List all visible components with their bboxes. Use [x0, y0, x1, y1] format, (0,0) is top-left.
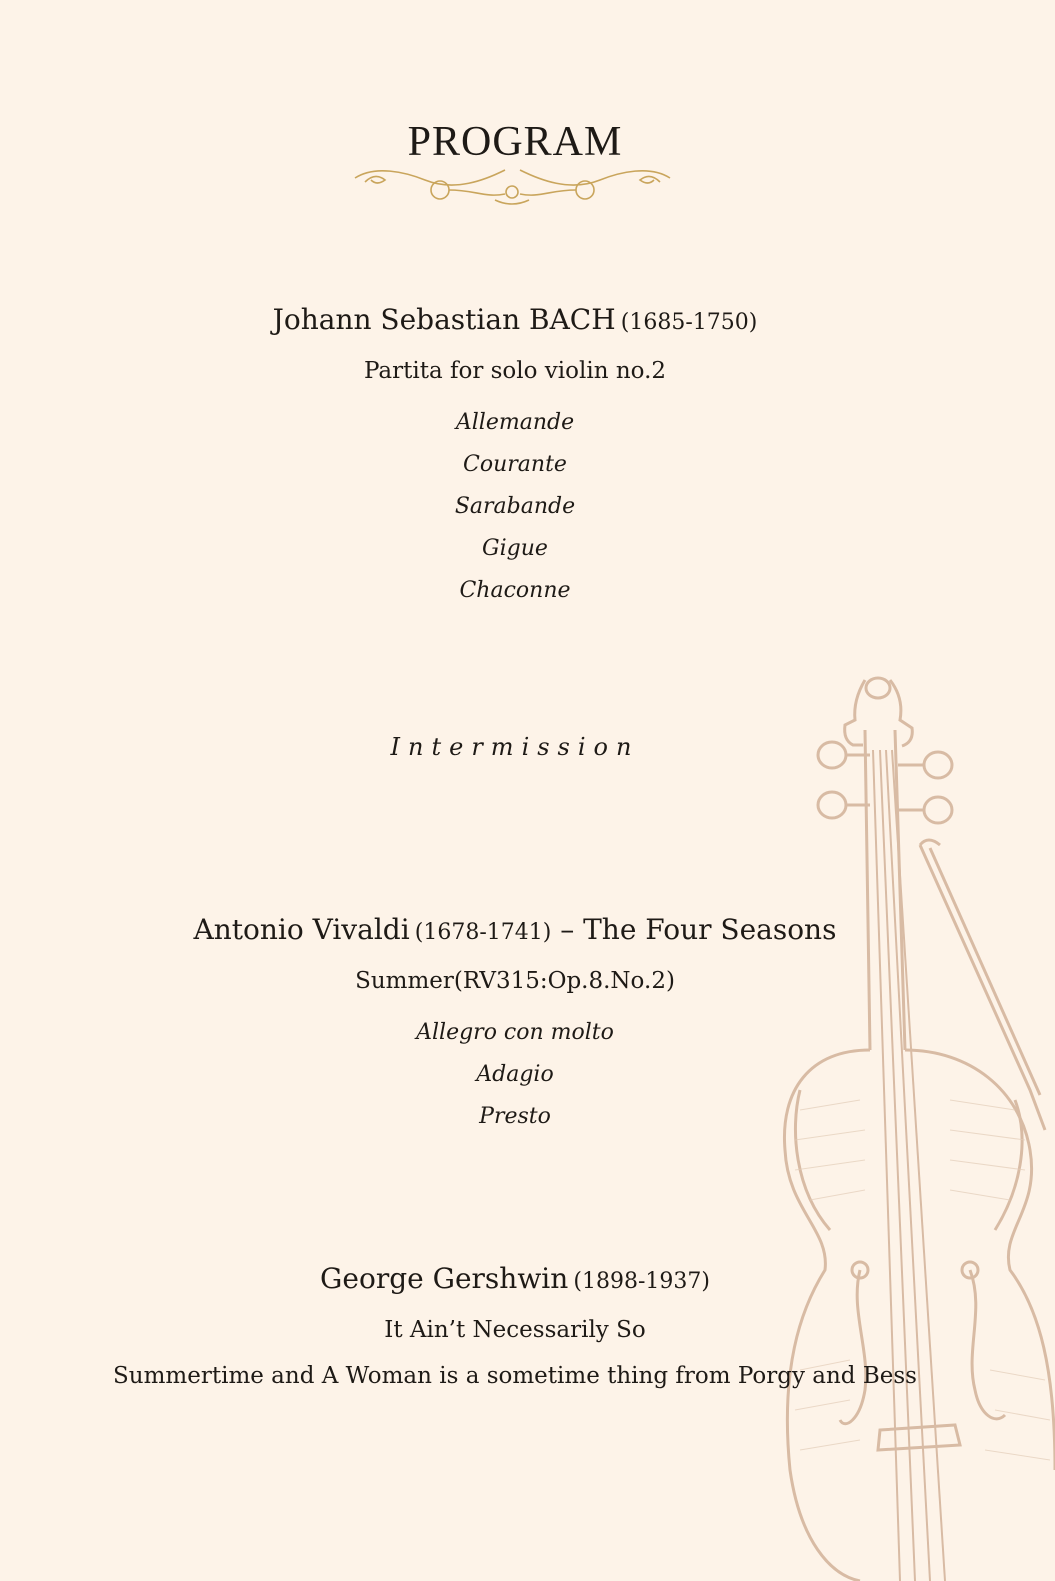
work-title: It Ain’t Necessarily So: [384, 1317, 646, 1343]
movement-item: Allegro con molto: [416, 1020, 614, 1045]
work-series: – The Four Seasons: [551, 913, 837, 946]
work-title: Partita for solo violin no.2: [363, 358, 667, 384]
movement-item: Chaconne: [459, 578, 571, 603]
movement-item: Sarabande: [454, 494, 576, 519]
movement-item: Adagio: [476, 1062, 554, 1087]
movement-item: Allemande: [455, 410, 575, 435]
intermission-label: Intermission: [390, 733, 640, 761]
section-gershwin: [0, 1262, 1030, 1389]
composer-name: Johann Sebastian BACH: [272, 303, 616, 336]
movement-list: [0, 402, 1030, 612]
movement-item: Presto: [479, 1104, 551, 1129]
composer-years: (1678-1741): [414, 920, 552, 945]
section-bach: [0, 303, 1030, 612]
ornament-flourish: [345, 160, 680, 210]
movement-item: Gigue: [482, 536, 548, 561]
composer-name: Antonio Vivaldi: [193, 913, 410, 946]
movement-item: Courante: [463, 452, 567, 477]
movement-list: [0, 1012, 1030, 1138]
section-vivaldi: [0, 913, 1030, 1138]
composer-name: George Gershwin: [320, 1262, 569, 1295]
work-title: Summer(RV315:Op.8.No.2): [355, 968, 675, 994]
composer-years: (1898-1937): [573, 1269, 710, 1294]
composer-years: (1685-1750): [620, 310, 758, 335]
work-title-2: Summertime and A Woman is a sometime thing from Porgy and Bess: [113, 1363, 917, 1389]
page-title: PROGRAM: [407, 119, 623, 165]
